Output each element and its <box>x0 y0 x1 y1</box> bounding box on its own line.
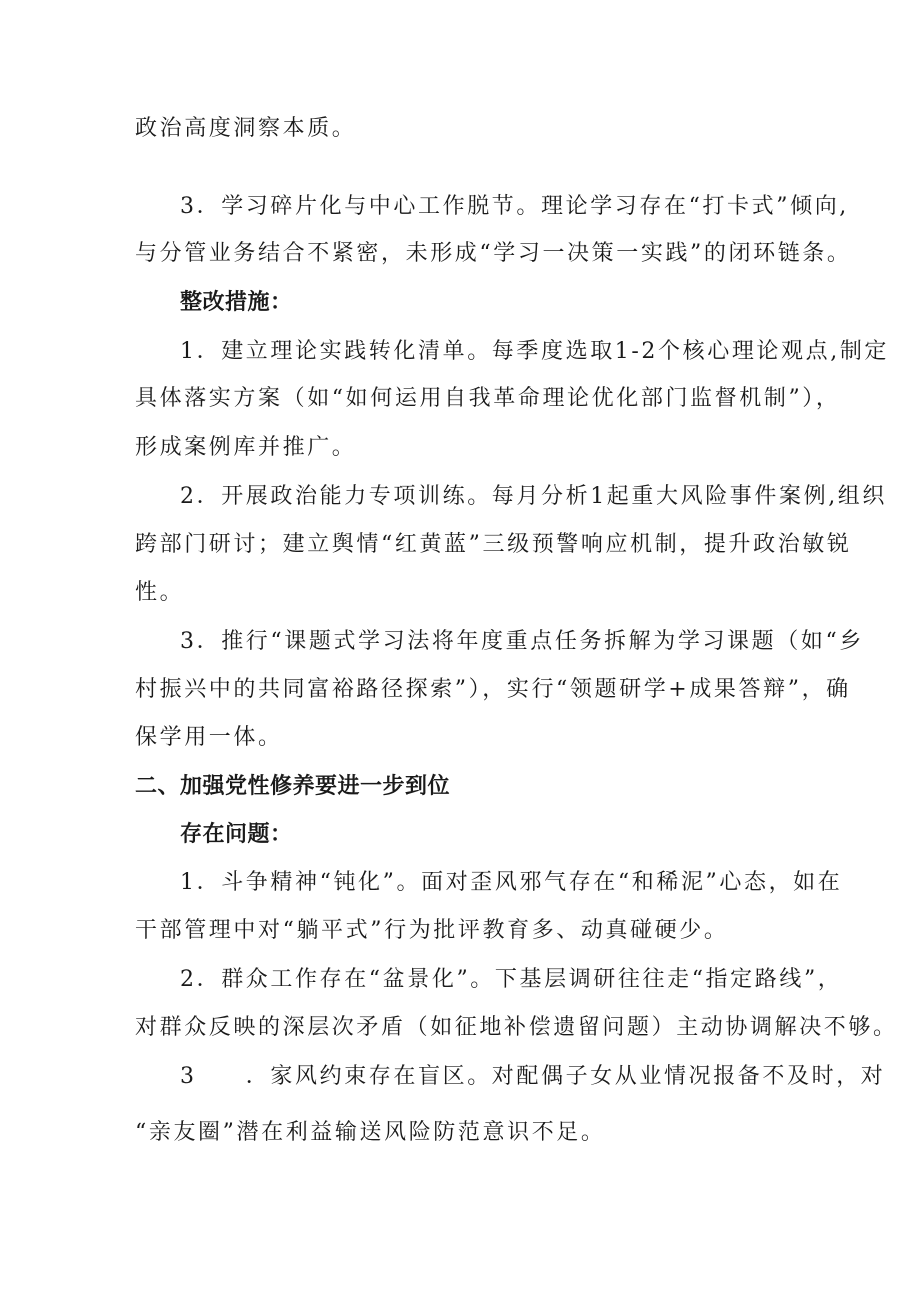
paragraph-line: 性。 <box>135 580 185 605</box>
paragraph-line: 3 ．家风约束存在盲区。对配偶子女从业情况报备不及时，对 <box>180 1064 886 1089</box>
paragraph-line: 政治高度洞察本质。 <box>135 116 357 141</box>
paragraph-line: 与分管业务结合不紧密，未形成“学习一决策一实践”的闭环链条。 <box>135 241 852 266</box>
paragraph-line: 2．群众工作存在“盆景化”。下基层调研往往走“指定路线”， <box>180 967 843 992</box>
section-subheading: 整改措施： <box>180 290 293 315</box>
paragraph-line: 3．学习碎片化与中心工作脱节。理论学习存在“打卡式”倾向, <box>180 194 849 219</box>
section-heading: 二、加强党性修养要进一步到位 <box>135 774 451 799</box>
paragraph-line: 对群众反映的深层次矛盾（如征地补偿遗留问题）主动协调解决不够。 <box>135 1015 898 1040</box>
paragraph-line: 村振兴中的共同富裕路径探索”），实行“领题研学+成果答辩”，确 <box>135 677 851 702</box>
section-subheading: 存在问题： <box>180 822 293 847</box>
paragraph-line: 1．建立理论实践转化清单。每季度选取1-2个核心理论观点,制定 <box>180 339 890 364</box>
paragraph-line: 3．推行“课题式学习法将年度重点任务拆解为学习课题（如“乡 <box>180 629 864 654</box>
paragraph-line: “亲友圈”潜在利益输送风险防范意识不足。 <box>135 1120 606 1145</box>
paragraph-line: 干部管理中对“躺平式”行为批评教育多、动真碰硬少。 <box>135 918 729 943</box>
paragraph-line: 1．斗争精神“钝化”。面对歪风邪气存在“和稀泥”心态，如在 <box>180 870 843 895</box>
paragraph-line: 具体落实方案（如“如何运用自我革命理论优化部门监督机制”）， <box>135 386 841 411</box>
paragraph-line: 跨部门研讨；建立舆情“红黄蓝”三级预警响应机制，提升政治敏锐 <box>135 532 852 557</box>
paragraph-line: 保学用一体。 <box>135 725 283 750</box>
paragraph-line: 2．开展政治能力专项训练。每月分析1起重大风险事件案例,组织 <box>180 484 887 509</box>
paragraph-line: 形成案例库并推广。 <box>135 435 357 460</box>
